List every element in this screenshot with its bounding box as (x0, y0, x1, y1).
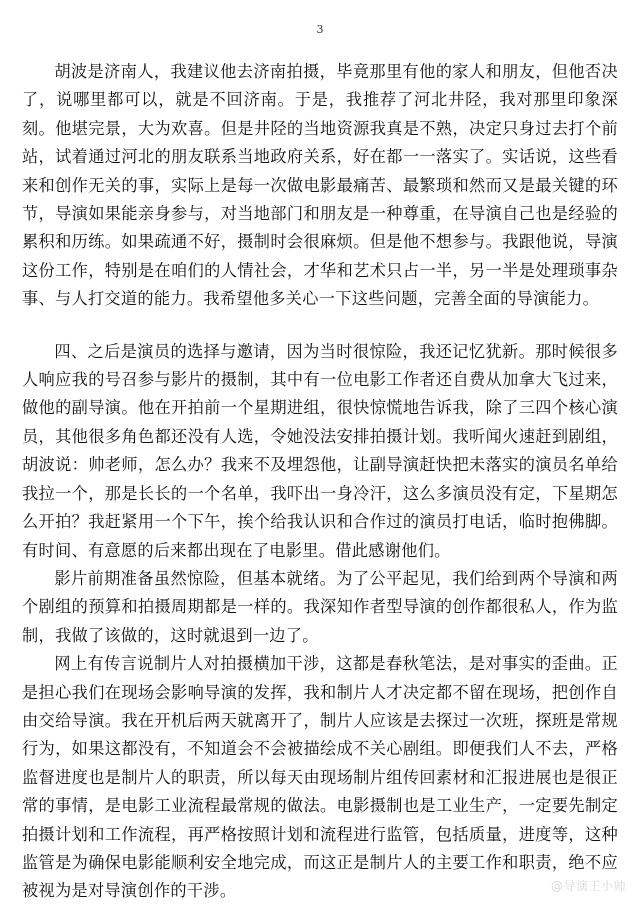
page-number: 3 (316, 23, 324, 36)
paragraph-2: 四、之后是演员的选择与邀请，因为当时很惊险，我还记忆犹新。那时候很多人响应我的号召参与影片的摄制，其中有一位电影工作者还自费从加拿大飞过来，做他的副导演。他在开拍前一个星期进组，很快惊慌地告诉我，除了三四个核心演员，其他很多角色都还没有人选，令她没法安排拍摄计划。我听闻火速赶到剧组，胡波说：帅老师，怎么办？我来不及埋怨他，让副导演赶快把未落实的演员名单给我拉一个，那是长长的一个名单，我吓出一身冷汗，这么多演员没有定，下星期怎么开拍？我赶紧用一个下午，挨个给我认识和合作过的演员打电话，临时抱佛脚。有时间、有意愿的后来都出现在了电影里。借此感谢他们。 (22, 341, 618, 560)
paragraph-4: 网上有传言说制片人对拍摄横加干涉，这都是春秋笔法，是对事实的歪曲。正是担心我们在现场会影响导演的发挥，我和制片人才决定都不留在现场，把创作自由交给导演。我在开机后两天就离开了，制片人应该是去探过一次班，探班是常规行为，如果这都没有，不知道会不会被描绘成不关心剧组。即便我们人不去，严格监督进度也是制片人的职责，所以每天由现场制片组传回素材和汇报进展也是很正常的事情，是电影工业流程最常规的做法。电影摄制也是工业生产，一定要先制定拍摄计划和工作流程，再严格按照计划和流程进行监管，包括质量，进度等，这种监管是为确保电影能顺利安全地完成，而这正是制片人的主要工作和职责，绝不应被视为是对导演创作的干涉。 (22, 654, 618, 901)
paragraph-3: 影片前期准备虽然惊险，但基本就绪。为了公平起见，我们给到两个导演和两个剧组的预算和拍摄周期都是一样的。我深知作者型导演的创作都很私人，作为监制，我做了该做的，这时就退到一边了。 (22, 568, 618, 645)
weibo-watermark: @导演王小帅 (550, 879, 626, 893)
document-body (22, 58, 618, 906)
paragraph-1: 胡波是济南人，我建议他去济南拍摄，毕竟那里有他的家人和朋友，但他否决了，说哪里都可以，就是不回济南。于是，我推荐了河北井陉，我对那里印象深刻。他堪完景，大为欢喜。但是井陉的当地资源我真是不熟，决定只身过去打个前站，试着通过河北的朋友联系当地政府关系，好在都一一落实了。实话说，这些看来和创作无关的事，实际上是每一次做电影最痛苦、最繁琐和然而又是最关键的环节，导演如果能亲身参与，对当地部门和朋友是一种尊重，在导演自己也是经验的累积和历练。如果疏通不好，摄制时会很麻烦。但是他不想参与。我跟他说，导演这份工作，特别是在咱们的人情社会，才华和艺术只占一半，另一半是处理琐事杂事、与人打交道的能力。我希望他多关心一下这些问题，完善全面的导演能力。 (22, 62, 618, 309)
paragraph-gap (22, 314, 618, 338)
